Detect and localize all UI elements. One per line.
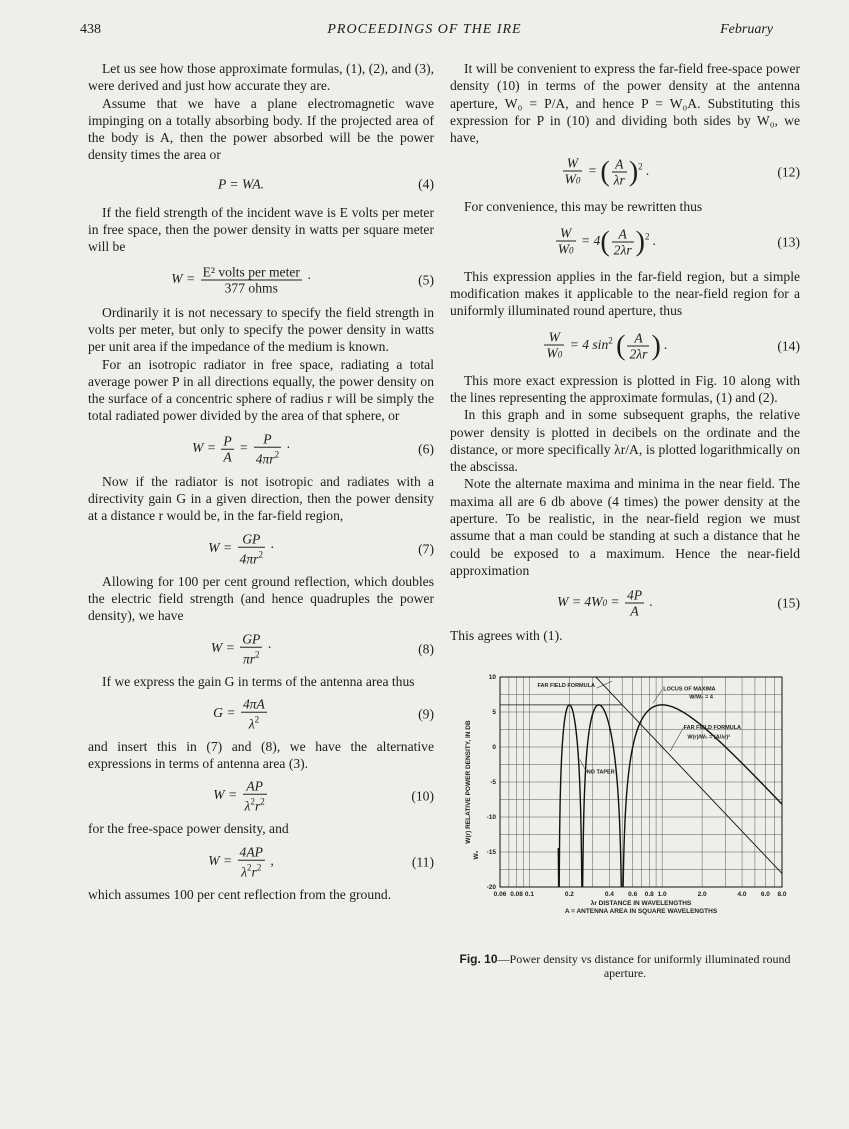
equation-number: (4) (418, 176, 434, 192)
right-column (450, 60, 800, 980)
y-axis-label: W(r) RELATIVE POWER DENSITY, IN DB (465, 719, 472, 844)
x-axis-label: λr DISTANCE IN WAVELENGTHS (590, 899, 692, 907)
equation-5 (88, 262, 434, 298)
y-tick-label: 0 (492, 743, 496, 751)
x-tick-label: 0.08 (510, 890, 523, 898)
power-density-chart (450, 665, 800, 935)
x-tick-label: 8.0 (777, 890, 787, 898)
y-axis-label-w0: W₀ (473, 849, 480, 860)
y-tick-label: 5 (492, 708, 496, 716)
equation-number: (13) (777, 234, 800, 250)
x-tick-label: 6.0 (760, 890, 770, 898)
x-tick-label: 4.0 (737, 890, 747, 898)
paragraph: This expression applies in the far-field region, but a simple modification makes it applicable to the near-field region for a uniformly illuminated round aperture, thus (450, 268, 800, 319)
paragraph: This more exact expression is plotted in Fig. 10 along with the lines representing the approximate formulas, (1) and (2). (450, 372, 800, 405)
equation-number: (9) (418, 706, 434, 722)
equation-body: P = WA. (217, 176, 265, 192)
paragraph: and insert this in (7) and (8), we have the alternative expressions in terms of antenna area (3). (88, 738, 434, 772)
equation-9 (88, 696, 434, 732)
annotation-leader (596, 681, 612, 688)
equation-body: W = 4W0 = $\frac{4P}{A}$ . (557, 587, 653, 619)
paragraph: For convenience, this may be rewritten thus (464, 199, 703, 215)
annotation-locus: LOCUS OF MAXIMA (663, 685, 716, 692)
y-tick-label: 10 (488, 673, 496, 681)
equation-14 (450, 326, 800, 366)
equation-body: W = $\frac{4AP}{\lambda^2r^2}$ , (208, 844, 274, 879)
x-tick-label: 0.1 (524, 890, 534, 898)
paragraph: which assumes 100 per cent reflection from the ground. (88, 886, 392, 902)
equation-10 (88, 778, 434, 814)
equation-7 (88, 531, 434, 567)
equation-body: W = $\frac{AP}{\lambda^2r^2}$ (213, 779, 265, 814)
left-column (88, 60, 434, 903)
y-tick-label: -5 (490, 778, 496, 786)
annotation-leader (670, 727, 683, 751)
eq-lhs: W = (171, 270, 196, 286)
equation-number: (14) (777, 338, 800, 354)
equation-body: $\frac{W}{W0}$ = ( $\frac{A}{\lambda r}$ )$^2$ . (564, 155, 650, 188)
paragraph: If we express the gain G in terms of the antenna area thus (102, 673, 415, 689)
series-no-taper (558, 704, 782, 900)
equation-number: (5) (418, 272, 434, 288)
annotation-leader (653, 689, 662, 703)
equation-number: (10) (411, 788, 434, 804)
caption-label: Fig. 10 (459, 951, 498, 966)
x-tick-label: 0.2 (564, 890, 574, 898)
equation-body: W = $\frac{GP}{\pi r^2}$ · (210, 631, 272, 666)
equation-13 (450, 222, 800, 262)
x-tick-label: 1.0 (657, 890, 667, 898)
annotation-no-taper: NO TAPER (586, 769, 615, 776)
equation-body: W = E² volts per meter 377 ohms · (171, 264, 311, 296)
equation-number: (6) (418, 441, 434, 457)
series-far-field (593, 673, 782, 873)
figure-10 (450, 665, 800, 980)
annotation-locus-eq: W/W₀ = 4 (689, 694, 713, 701)
paragraph: It will be convenient to express the far-field free-space power density (10) in terms of the power density at the antenna aperture, W₀ = P/A, and hence P = W₀A. Substituting this expression for P in (10) and dividing both sides by W₀, we have, (450, 61, 800, 146)
equation-body: $\frac{W}{W0}$ = 4( $\frac{A}{2\lambda r}$ )$^2$ . (557, 225, 657, 258)
equation-body: W = $\frac{GP}{4\pi r^2}$ · (208, 531, 274, 566)
x-tick-label: 2.0 (697, 890, 707, 898)
annotation-far-field-left: FAR FIELD FORMULA (537, 682, 595, 689)
paragraph: Assume that we have a plane electromagnetic wave impinging on a totally absorbing body. If the projected area of the body is A, then the power absorbed will be the power density times the area or (88, 95, 434, 163)
y-tick-label: -10 (486, 813, 496, 821)
equation-number: (15) (777, 595, 800, 611)
paragraph: Note the alternate maxima and minima in the near field. The maxima all are 6 db above (4 times) the power density at the aperture. To be realistic, in the near-field region we must assume that a man could be standing at such a distance that he could be exposed to a maximum. Hence the near-field approximation (450, 476, 800, 578)
x-tick-label: 0.6 (628, 890, 638, 898)
y-tick-label: -20 (486, 883, 496, 891)
eq-numerator: E² volts per meter (202, 264, 300, 280)
annotation-far-field-right: FAR FIELD FORMULA (683, 724, 742, 731)
paragraph: Ordinarily it is not necessary to specify the field strength in volts per meter, but only to specify the power density in watts per unit area if the impedance of the medium is known. (88, 304, 434, 355)
equation-6 (88, 431, 434, 467)
equation-number: (12) (777, 164, 800, 180)
x-axis-label-2: A = ANTENNA AREA IN SQUARE WAVELENGTHS (564, 907, 718, 915)
x-tick-label: 0.4 (604, 890, 614, 898)
y-tick-label: -15 (486, 848, 496, 856)
paragraph: This agrees with (1). (450, 628, 563, 644)
paragraph: For an isotropic radiator in free space, radiating a total average power P in all directions equally, the power density on the surface of a concentric sphere of radius r will be simply the total radiated power divided by the area of that sphere, or (88, 356, 434, 424)
equation-body: W = $\frac{P}{A}$ = $\frac{P}{4\pi r^2}$ · (192, 431, 290, 467)
caption-text: —Power density vs distance for uniformly illuminated round aperture. (497, 951, 791, 980)
x-tick-label: 0.8 (644, 890, 654, 898)
running-title: PROCEEDINGS OF THE IRE (327, 22, 522, 37)
equation-15 (450, 585, 800, 621)
x-tick-label: 0.06 (493, 890, 507, 898)
eq-denominator: 377 ohms (224, 280, 278, 296)
paragraph: Now if the radiator is not isotropic and radiates with a directivity gain G in a given direction, then the power density at a distance r would be, in the far-field region, (88, 473, 434, 524)
annotation-far-field-eq: W(r)/W₀ = (A/λr)² (687, 734, 731, 741)
equation-12 (450, 152, 800, 192)
equation-number: (11) (411, 854, 434, 870)
equation-number: (8) (418, 640, 434, 656)
paragraph: Allowing for 100 per cent ground reflection, which doubles the electric field strength (and hence quadruples the power density), we have (88, 573, 434, 624)
paragraph: Let us see how those approximate formulas, (1), (2), and (3), were derived and just how accurate they are. (88, 61, 434, 94)
equation-4 (88, 170, 434, 198)
paragraph: for the free-space power density, and (88, 821, 289, 837)
paragraph: If the field strength of the incident wave is E volts per meter in free space, then the power density in watts per square meter will be (88, 204, 434, 255)
equation-8 (88, 631, 434, 667)
page-number: 438 (80, 22, 101, 37)
equation-body: G = $\frac{4\pi A}{\lambda^2}$ (213, 696, 265, 732)
equation-number: (7) (418, 540, 434, 556)
equation-11 (88, 844, 434, 880)
issue-month: February (720, 22, 773, 37)
equation-body: $\frac{W}{W0}$ = 4 $\sin^2$ ( $\frac{A}{2\lambda r}$ ) . (546, 329, 668, 362)
paragraph: In this graph and in some subsequent graphs, the relative power density is plotted in decibels on the ordinate and the distance, or more specifically λr/A, is plotted logarithmically on the abscissa. (450, 407, 800, 475)
